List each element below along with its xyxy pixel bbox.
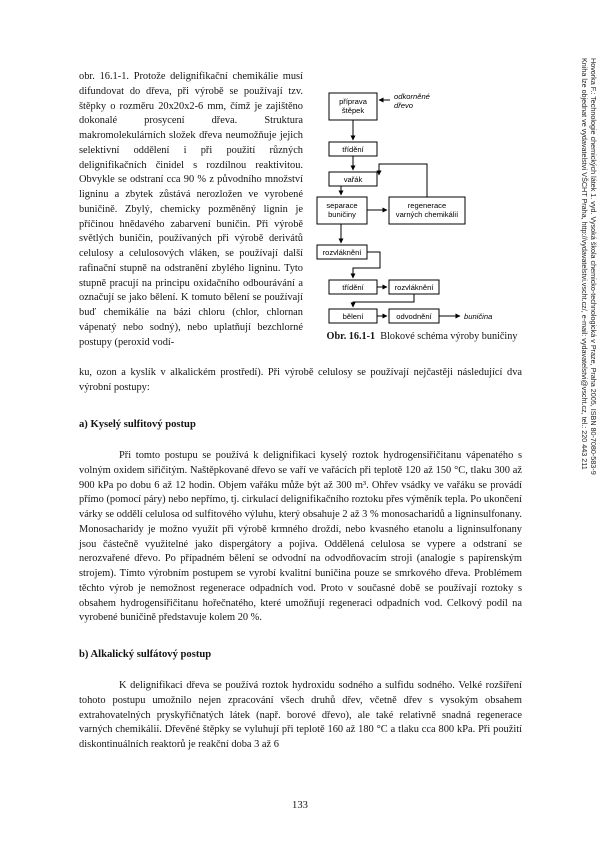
- figure-caption: [322, 331, 522, 344]
- label-priprava-1: příprava: [339, 97, 367, 106]
- label-odkorneny: odkorněné: [394, 92, 430, 101]
- label-trideni2: třídění: [342, 283, 364, 292]
- citation-sidebar: [580, 58, 598, 678]
- left-column-paragraph: obr. 16.1-1. Protože delignifikační chemikálie musí difundovat do dřeva, při výrobě se používají tzv. štěpky o rozměru 20x20x2-6 mm, čímž je zajištěno dokonalé prosycení dřeva. Struktura makromolekulárních složek dřeva neumožňuje jejich selektivní oddělení i při použití různých delignifikačních činidel s rozdílnou reaktivitou. Obvykle se odstraní cca 90 % z původního množství ligninu a zbytek zůstává nerozložen ve vyrobené buničině. Zbylý, chemicky pozměněný lignin je příčinou hnědavého zabarvení buničin. Při výrobě světlých buničin, používaných při výrobě derivátů celulosy a celulosových vláken, se používají další rafinační stupně na odstranění zbylého ligninu. Tyto stupně pracují na principu oxidačního odbourávání a označují se jako bělení. K tomuto bělení se používají buď chemikálie na bázi chloru (chlor, chlornan vápenatý nebo sodný), nebo uplatňují bezchlorné postupy (peroxid vodí-: [79, 71, 303, 348]
- label-odkorneny: odkorněné dřevo: [394, 92, 430, 110]
- label-varak: vařák: [343, 175, 363, 184]
- section-a-paragraph: Při tomto postupu se používá k delignifikaci kyselý roztok hydrogensiřičitanu vápenatého s volným oxidem siřičitým. Naštěpkované dřevo se vaří ve vařácích při teplotě 120 až 150 °C, tlaku 300 až 900 kPa po dobu 6 až 12 hodin. Objem vařáku může být až 300 m³. Ohřev vsádky ve vařáku se provádí přímo (pomocí páry) nebo nepřímo, tj. cirkulací delignifikačního roztoku přes výměník tepla. Po ukončení várky se oddělí celulosa od sulfitového výluhu, který obsahuje 2 až 3 % monosacharidů a ligninsulfonany. Monosacharidy je možno využít při výrobě krmného droždí, nebo kvasného etanolu a ligninsulfonany jsou částečně využitelné jako dispergátory a pojiva. Oddělená celulosa se vypere a odstraní se nerozvařené dřevo. Po případném bělení se odvodní na odvodňovacím stroji (analogie s papírenským strojem). Tímto výrobním postupem se vyrobí kvalitní buničina pouze se smrkového dřeva. Problémem těchto výrob je nemožnost regenerace odpadních vod. Proto v současné době se používají roztoky s obsahem hydrogensiřičitanu hořečnatého, které umožňují regeneraci odpadních vod. Celkový podíl na vyrobené buničině představuje kolem 20 %.: [79, 450, 522, 624]
- section-a-heading: a) Kyselý sulfitový postup: [79, 419, 196, 430]
- page-number: 133: [292, 800, 308, 811]
- left-column: [79, 70, 303, 350]
- label-bunicina: buničina: [464, 312, 493, 321]
- label-rozvlakneni1: rozvláknění: [322, 248, 362, 257]
- section-b-body: [79, 679, 522, 753]
- label-trideni1: třídění: [342, 145, 364, 154]
- label-beleni: bělení: [342, 312, 364, 321]
- continuation-paragraph: ku, ozon a kyslík v alkalickém prostředí). Při výrobě celulosy se používají nejčastěji následující dva výrobní postupy:: [79, 367, 522, 393]
- section-b-heading: b) Alkalický sulfátový postup: [79, 649, 212, 660]
- label-separace: separace buničiny: [326, 201, 358, 219]
- label-odvodneni: odvodnění: [396, 312, 432, 321]
- caption-label: Obr. 16.1-1: [326, 331, 376, 342]
- section-b-paragraph: K delignifikaci dřeva se používá roztok hydroxidu sodného a sulfidu sodného. Velké rozšíření tohoto postupu umožnilo nejen zpracování všech druhů dřev, včetně dřev s vysokým obsahem extrahovatelných pryskyřičnatých látek (např. borové dřevo), ale také relativně snadná regenerace varných chemikálií. Dřevěné štěpky se vyluhují při teplotě 160 až 180 °C a tlaku cca 800 kPa. Při použití diskontinuálních reaktorů je reakční doba 3 až 6: [79, 680, 522, 750]
- label-priprava: příprava štěpek: [339, 97, 367, 115]
- label-regenerace: regenerace varných chemikálií: [395, 201, 459, 219]
- caption-text: Blokové schéma výroby buničiny: [380, 331, 518, 342]
- section-a-body: [79, 449, 522, 626]
- label-rozvlakneni2: rozvláknění: [394, 283, 434, 292]
- citation-text: [580, 58, 598, 475]
- continuation-block: [79, 366, 522, 396]
- citation-line-1: Hovorka F.: Technologie chemických látek 1. vyd. Vysoká škola chemicko-technologická v Praze, Praha 2005, ISBN 80-7080-583-9: [589, 58, 598, 475]
- block-diagram: [310, 82, 530, 332]
- citation-line-2: Kniha lze objednat ve vydavatelství VŠCHT Praha, http://vydavatelstvi.vscht.cz/, e-mail: vydavatelstvi@vscht.cz, tel.: 220 443 211: [580, 58, 589, 470]
